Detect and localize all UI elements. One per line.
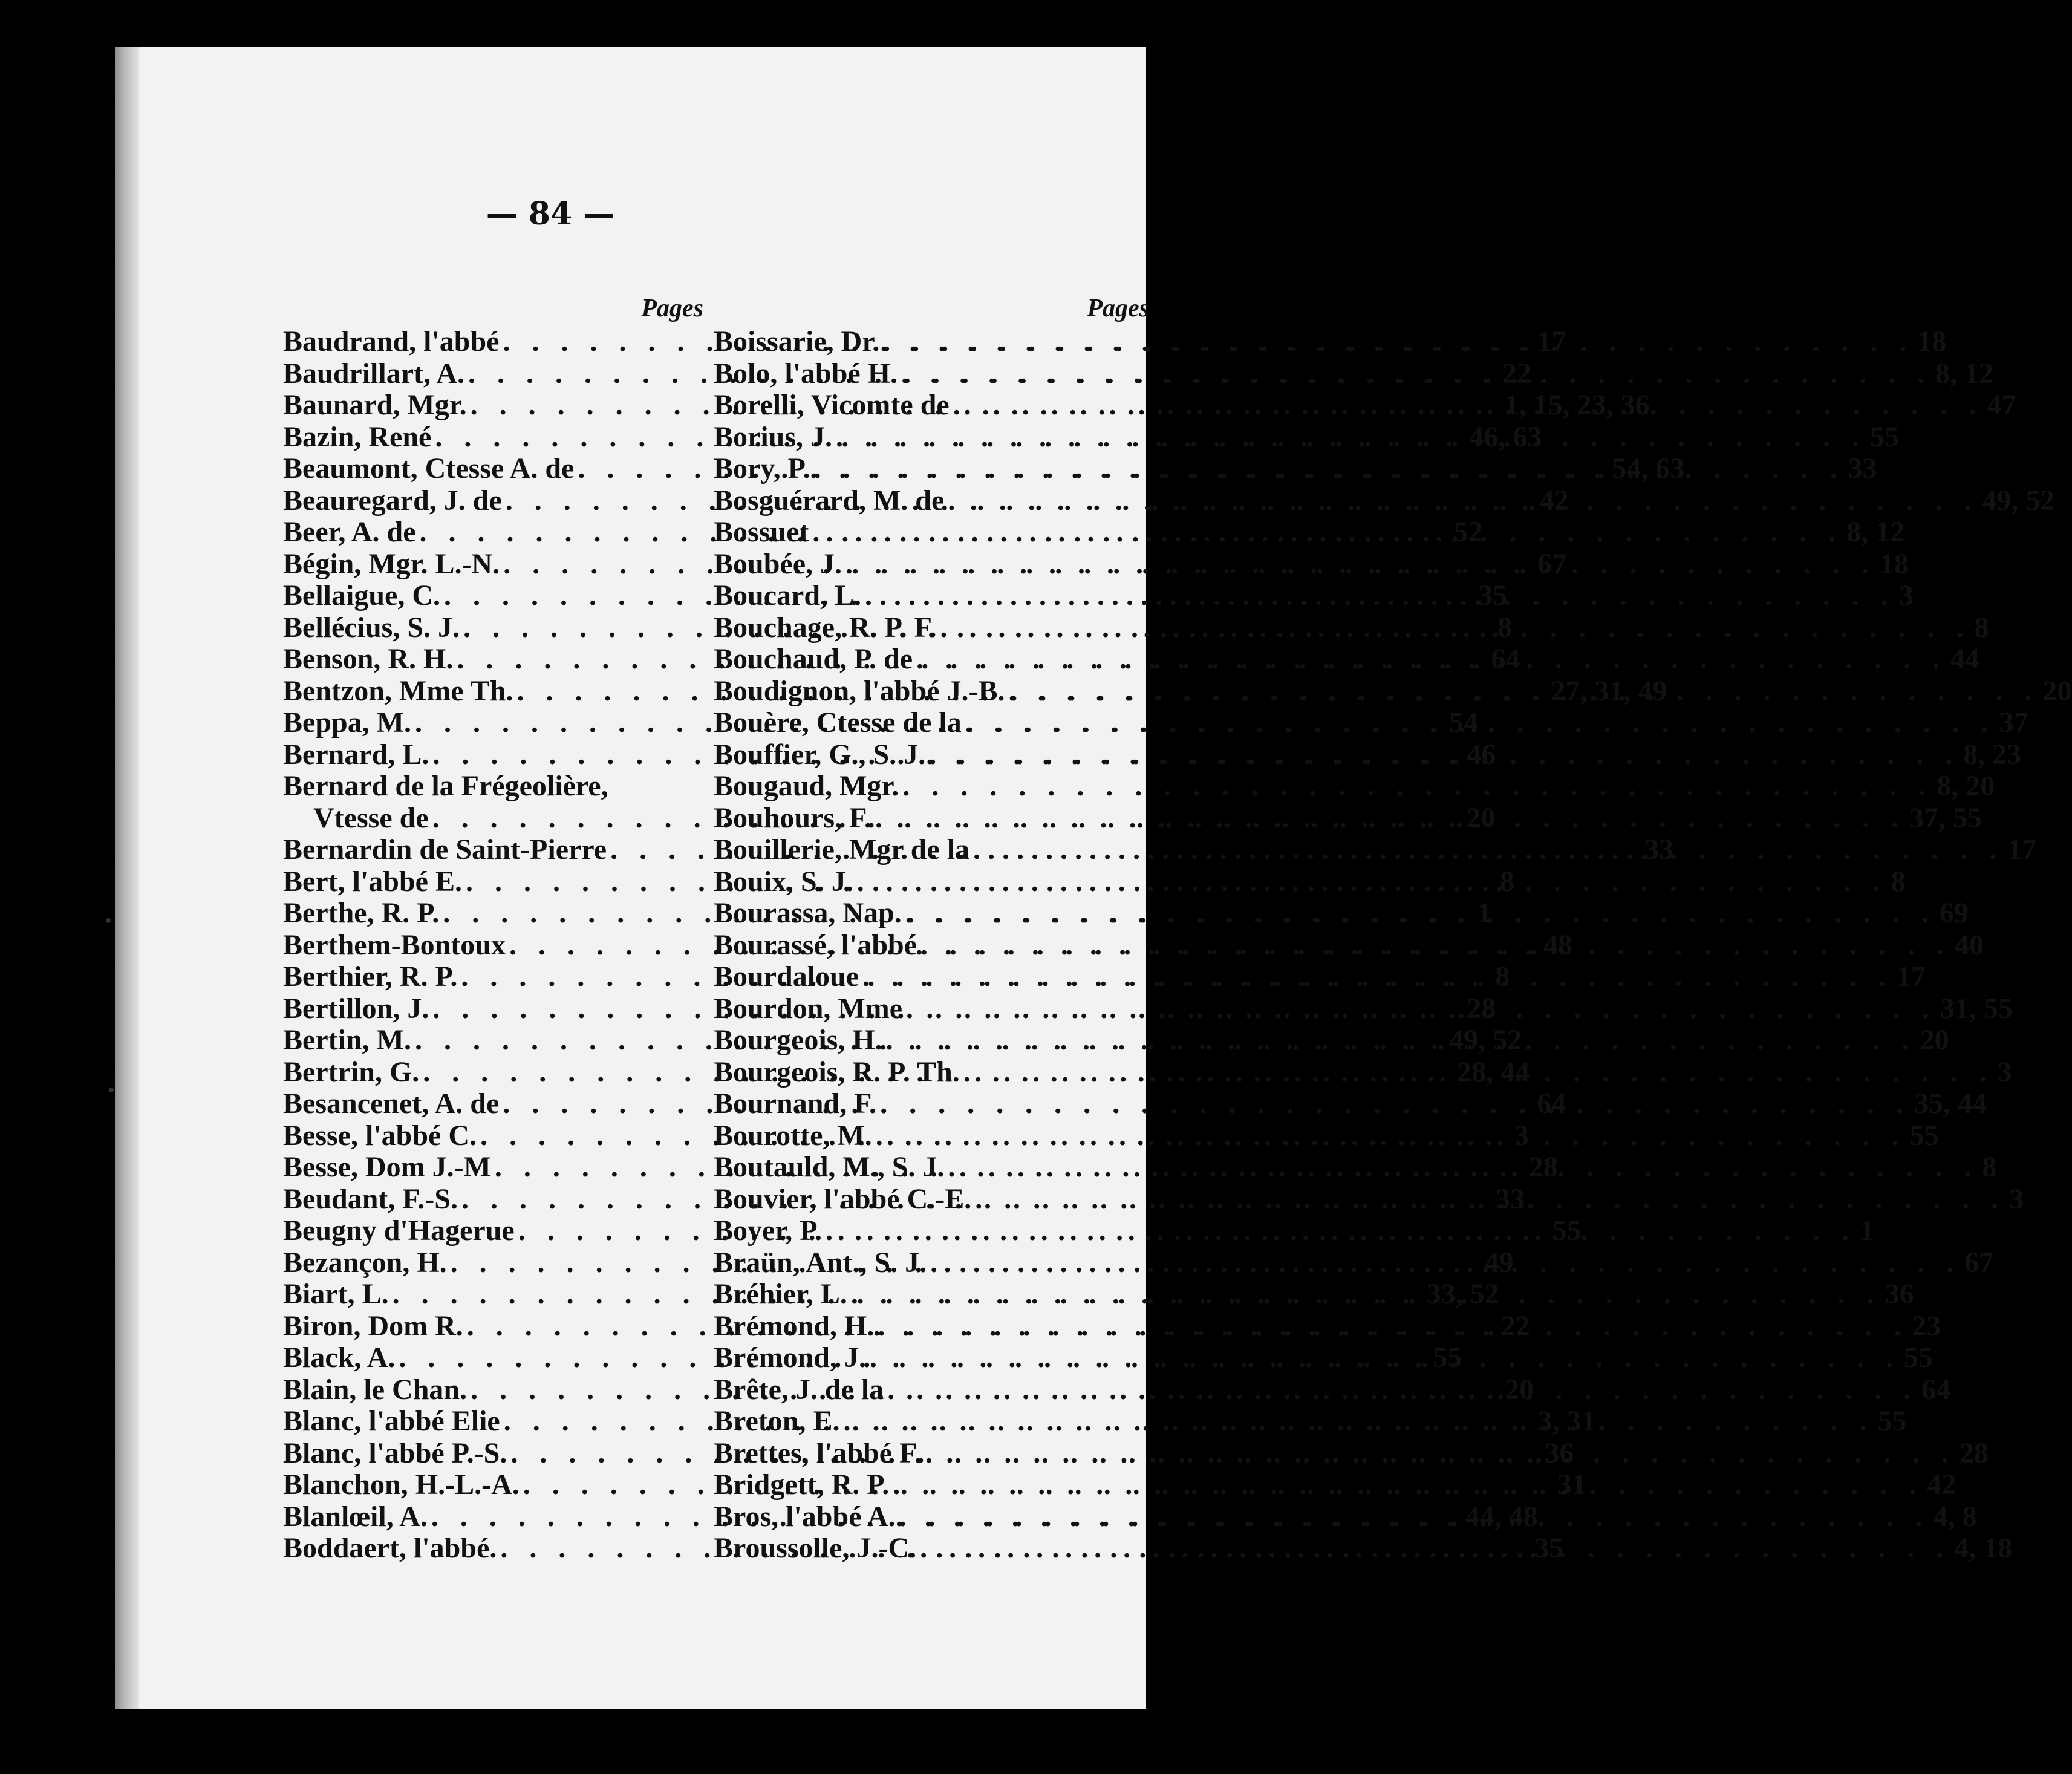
entry-pages: 3 [1514,1119,1530,1152]
dot-leader [809,517,1846,549]
entry-name: Besse, l'abbé C. [283,1119,477,1152]
dot-leader [922,1438,1960,1470]
entry-pages: 54, 63 [1612,452,1685,484]
entry-name: Vtesse de [313,801,429,834]
entry-name: Brête, J. de la [714,1373,884,1406]
entry-name: Bertin, M. [283,1024,411,1056]
entry-name: Bourdaloue [714,960,859,993]
entry-pages: 49 [1484,1246,1514,1279]
entry-name: Bournand, F. [714,1088,877,1120]
entry-pages: 35 [1478,579,1507,611]
entry-name: Bazin, René [283,420,432,453]
dot-leader [884,1374,1921,1406]
entry-name: Bourotte, M. [714,1119,872,1152]
entry-pages: 64 [1491,643,1520,675]
dot-leader [832,422,1870,454]
entry-name: Bouchage, R. P. F. [714,611,937,644]
dot-leader [822,1215,1860,1247]
entry-name: Bossuet [714,516,809,548]
column-header-pages: Pages [641,295,703,322]
entry-pages: 3 [2009,1182,2024,1215]
entry-name: Bezançon, H. [283,1246,447,1279]
entry-name: Bouillerie, Mgr de la [714,833,970,866]
scan-speck [109,1088,114,1092]
entry-pages: 46, 63 [1469,420,1542,453]
entry-pages: 8 [1495,960,1510,993]
entry-pages: 42 [1539,484,1569,517]
entry-pages: 8, 12 [1846,516,1905,548]
entry-pages: 55 [1433,1342,1462,1374]
dot-leader [871,803,1909,835]
entry-name: Beppa, M. [283,706,412,739]
entry-name: Bertrin, G. [283,1055,420,1088]
dot-leader [876,1088,1914,1120]
entry-pages: 17 [1537,325,1566,357]
dot-leader [902,898,1940,930]
entry-name: Bourdon, Mme [714,992,902,1025]
entry-pages: 3, 31 [1537,1405,1596,1437]
entry-name: Blanlœil, A. [283,1500,428,1533]
entry-name: Bréhier, L. [714,1278,847,1310]
entry-pages: 44, 48 [1465,1500,1538,1533]
entry-pages: 55 [1877,1405,1907,1437]
entry-pages: 20 [1466,801,1496,834]
entry-name: Brémond, H. [714,1309,875,1342]
entry-pages: 1, 15, 23, 36 [1504,389,1650,421]
entry-pages: 64 [1537,1088,1566,1120]
entry-pages: 8, 23 [1963,738,2022,771]
entry-pages: 42 [1927,1469,1956,1501]
entry-name: Brémond, J. [714,1342,866,1374]
index-entry [714,770,1995,803]
entry-pages: 1 [1860,1215,1875,1247]
entry-name: Biron, Dom R. [283,1309,463,1342]
entry-pages: 55 [1552,1215,1582,1247]
dot-leader [899,771,1937,803]
dot-leader [861,580,1899,612]
entry-name: Bernard, L. [283,738,429,771]
entry-name: Bolo, l'abbé H. [714,357,898,390]
dot-leader [842,549,1880,581]
entry-pages: 67 [1964,1246,1994,1279]
entry-pages: 46 [1467,738,1496,771]
entry-name: Blanc, l'abbé Elie [283,1405,500,1437]
entry-pages: 33 [1644,833,1674,866]
entry-pages: 1 [1477,897,1492,929]
entry-pages: 27, 31, 49 [1551,674,1667,707]
index-entry [714,897,1969,930]
entry-name: Beaumont, Ctesse A. de [283,452,575,484]
entry-name: Bros, l'abbé A. [714,1500,896,1533]
entry-name: Boddaert, l'abbé. [283,1532,497,1564]
index-entry [714,611,1989,644]
entry-name: Boissarie, Dr. [714,325,880,357]
entry-pages: 8, 12 [1935,357,1994,390]
entry-pages: 33 [1848,452,1877,484]
entry-name: Bouffier, G., S. J. [714,738,926,771]
entry-pages: 33 [1495,1182,1525,1215]
entry-name: Borelli, Vicomte de [714,389,950,421]
entry-name: Bouchaud, P. de [714,643,913,675]
entry-name: Beer, A. de [283,516,416,548]
entry-name: Bégin, Mgr. L.-N. [283,547,500,580]
entry-pages: 8 [1497,611,1513,644]
index-entry [714,960,1926,993]
dot-leader [866,1342,1904,1374]
entry-name: Braün, Ant., S. J. [714,1246,927,1279]
entry-pages: 54 [1449,706,1479,739]
entry-pages: 67 [1537,547,1567,580]
entry-name: Baudrand, l'abbé [283,325,500,357]
entry-name: Blanchon, H.-L.-A. [283,1469,520,1501]
entry-pages: 52 [1453,516,1483,548]
entry-name: Berthem-Bontoux [283,928,506,961]
entry-pages: 8 [1891,865,1906,898]
index-entry [283,771,703,803]
entry-name: Beugny d'Hagerue [283,1215,515,1247]
entry-name: Bouix, S. J. [714,865,853,898]
dot-leader [896,1501,1934,1533]
scan-speck [106,918,111,923]
entry-pages: 4, 18 [1954,1532,2013,1564]
entry-pages: 20 [1920,1024,1949,1056]
dot-leader [859,961,1897,993]
entry-name: Baudrillart, A. [283,357,465,390]
entry-pages: 40 [1955,928,1984,961]
dot-leader [971,1184,2009,1216]
entry-name: Bouhours, F. [714,801,871,834]
entry-pages: 44 [1950,643,1980,675]
entry-name: Bernardin de Saint-Pierre [283,833,607,866]
entry-name: Boyer, P. [714,1215,823,1247]
entry-pages: 8 [1974,611,1989,644]
entry-pages: 18 [1880,547,1909,580]
entry-name: Boutauld, M., S. J. [714,1151,945,1183]
entry-name: Breton, E. [714,1405,840,1437]
entry-pages: 55 [1909,1119,1939,1152]
entry-name: Boucard, L. [714,579,862,611]
dot-leader [847,1279,1885,1311]
entry-name: Bourassa, Nap. [714,897,902,929]
entry-pages: 31 [1557,1469,1586,1501]
entry-pages: 18 [1917,325,1947,357]
entry-name: Boubée, J. [714,547,842,580]
entry-pages: 22 [1500,1309,1530,1342]
entry-name: Beauregard, J. de [283,484,502,517]
entry-pages: 3 [1899,579,1914,611]
entry-pages: 22 [1502,357,1532,390]
entry-name: Beudant, F.-S. [283,1182,458,1215]
entry-pages: 3 [1997,1055,2012,1088]
column-header-pages: Pages [1087,295,1149,322]
dot-leader [839,1406,1877,1438]
entry-name: Baunard, Mgr. [283,389,467,421]
entry-pages: 33, 52 [1426,1278,1499,1310]
dot-leader [810,453,1848,485]
entry-name: Broussolle, J.-C. [714,1532,917,1564]
index-entry [714,865,1906,898]
entry-name: Bougaud, Mgr. [714,770,899,802]
entry-name: Bourassé, l'abbé [714,928,917,961]
entry-pages: 23 [1912,1309,1941,1342]
dot-leader [944,485,1982,517]
dot-leader [937,612,1975,644]
entry-name: Besancenet, A. de [283,1088,500,1120]
entry-name: Bourgeois, R. P. Th. [714,1055,960,1088]
index-entry [714,1342,1933,1374]
entry-name: Blanc, l'abbé P.-S. [283,1436,507,1469]
entry-pages: 20 [1505,1373,1534,1406]
entry-pages: 8, 20 [1937,770,1995,802]
entry-pages: 37, 55 [1909,801,1982,834]
entry-pages: 28 [1528,1151,1558,1183]
dot-leader [874,1311,1912,1343]
entry-name: Black, A. [283,1342,396,1374]
entry-pages: 28 [1467,992,1496,1025]
entry-name: Berthe, R. P. [283,897,440,929]
entry-name: Bourgeois, H. [714,1024,882,1056]
entry-pages: 8 [1500,865,1514,898]
entry-name: Berthier, R. P. [283,960,458,993]
dot-leader [960,1057,1998,1089]
dot-leader [950,390,1987,422]
entry-pages: 35, 44 [1914,1088,1987,1120]
entry-name: Bert, l'abbé E. [283,865,462,898]
entry-name: Bentzon, Mme Th. [283,674,513,707]
entry-pages: 48 [1543,928,1572,961]
dot-leader [927,1247,1964,1279]
dot-leader [898,358,1935,390]
entry-pages: 37 [1999,706,2028,739]
entry-name: Benson, R. H. [283,643,454,675]
entry-pages: 55 [1870,420,1900,453]
entry-name: Blain, le Chan. [283,1373,468,1406]
dot-leader [917,930,1955,962]
entry-pages: 17 [1897,960,1926,993]
entry-pages: 28 [1960,1436,1989,1469]
dot-leader [902,993,1940,1025]
page-number: — 84 — [486,195,615,232]
dot-leader [882,1025,1920,1057]
dot-leader [925,739,1963,771]
entry-pages: 47 [1987,389,2016,421]
entry-name: Bory, P. [714,452,810,484]
dot-leader [872,1120,1910,1152]
dot-leader [853,866,1891,898]
entry-name: Bertillon, J. [283,992,429,1025]
entry-name: Boudignon, l'abbé J.-B. [714,674,1005,707]
dot-leader [916,1533,1954,1565]
entry-pages: 69 [1939,897,1969,929]
page-spine-shadow [115,47,139,1709]
entry-name: Brettes, l'abbé F. [714,1436,922,1469]
entry-name: Bosguérard, M. de [714,484,945,517]
dot-leader [1005,676,2043,708]
dot-leader [962,707,1999,739]
dot-leader [969,834,2007,866]
entry-pages: 49, 52 [1982,484,2055,517]
entry-pages: 55 [1904,1342,1933,1374]
dot-leader [913,644,1950,676]
dot-leader [889,1469,1927,1501]
entry-name: Biart, L. [283,1278,389,1310]
entry-pages: 31, 55 [1940,992,2013,1025]
entry-name: Borius, J. [714,420,833,453]
index-entry [714,1119,1939,1152]
entry-name: Bellécius, S. J. [283,611,460,644]
entry-pages: 4, 8 [1933,1500,1977,1533]
entry-name: Bridgett, R. P. [714,1469,890,1501]
entry-pages: 49, 52 [1448,1024,1522,1056]
entry-name: Bellaigue, C. [283,579,440,611]
entry-pages: 17 [2007,833,2037,866]
entry-pages: 28, 44 [1457,1055,1530,1088]
document-page [115,47,2072,1709]
dot-leader [879,326,1917,358]
entry-pages: 20 [2042,674,2072,707]
entry-name: Besse, Dom J.-M [283,1151,491,1183]
entry-name: Bouère, Ctesse de la [714,706,962,739]
entry-pages: 64 [1921,1373,1951,1406]
entry-pages: 36 [1885,1278,1914,1310]
entry-pages: 36 [1545,1436,1574,1469]
dot-leader [944,1152,1982,1184]
entry-pages: 35 [1534,1532,1564,1564]
entry-name: Bernard de la Frégeolière, [283,770,608,802]
entry-name: Bouvier, l'abbé C.-E. [714,1182,972,1215]
entry-pages: 8 [1982,1151,1997,1183]
